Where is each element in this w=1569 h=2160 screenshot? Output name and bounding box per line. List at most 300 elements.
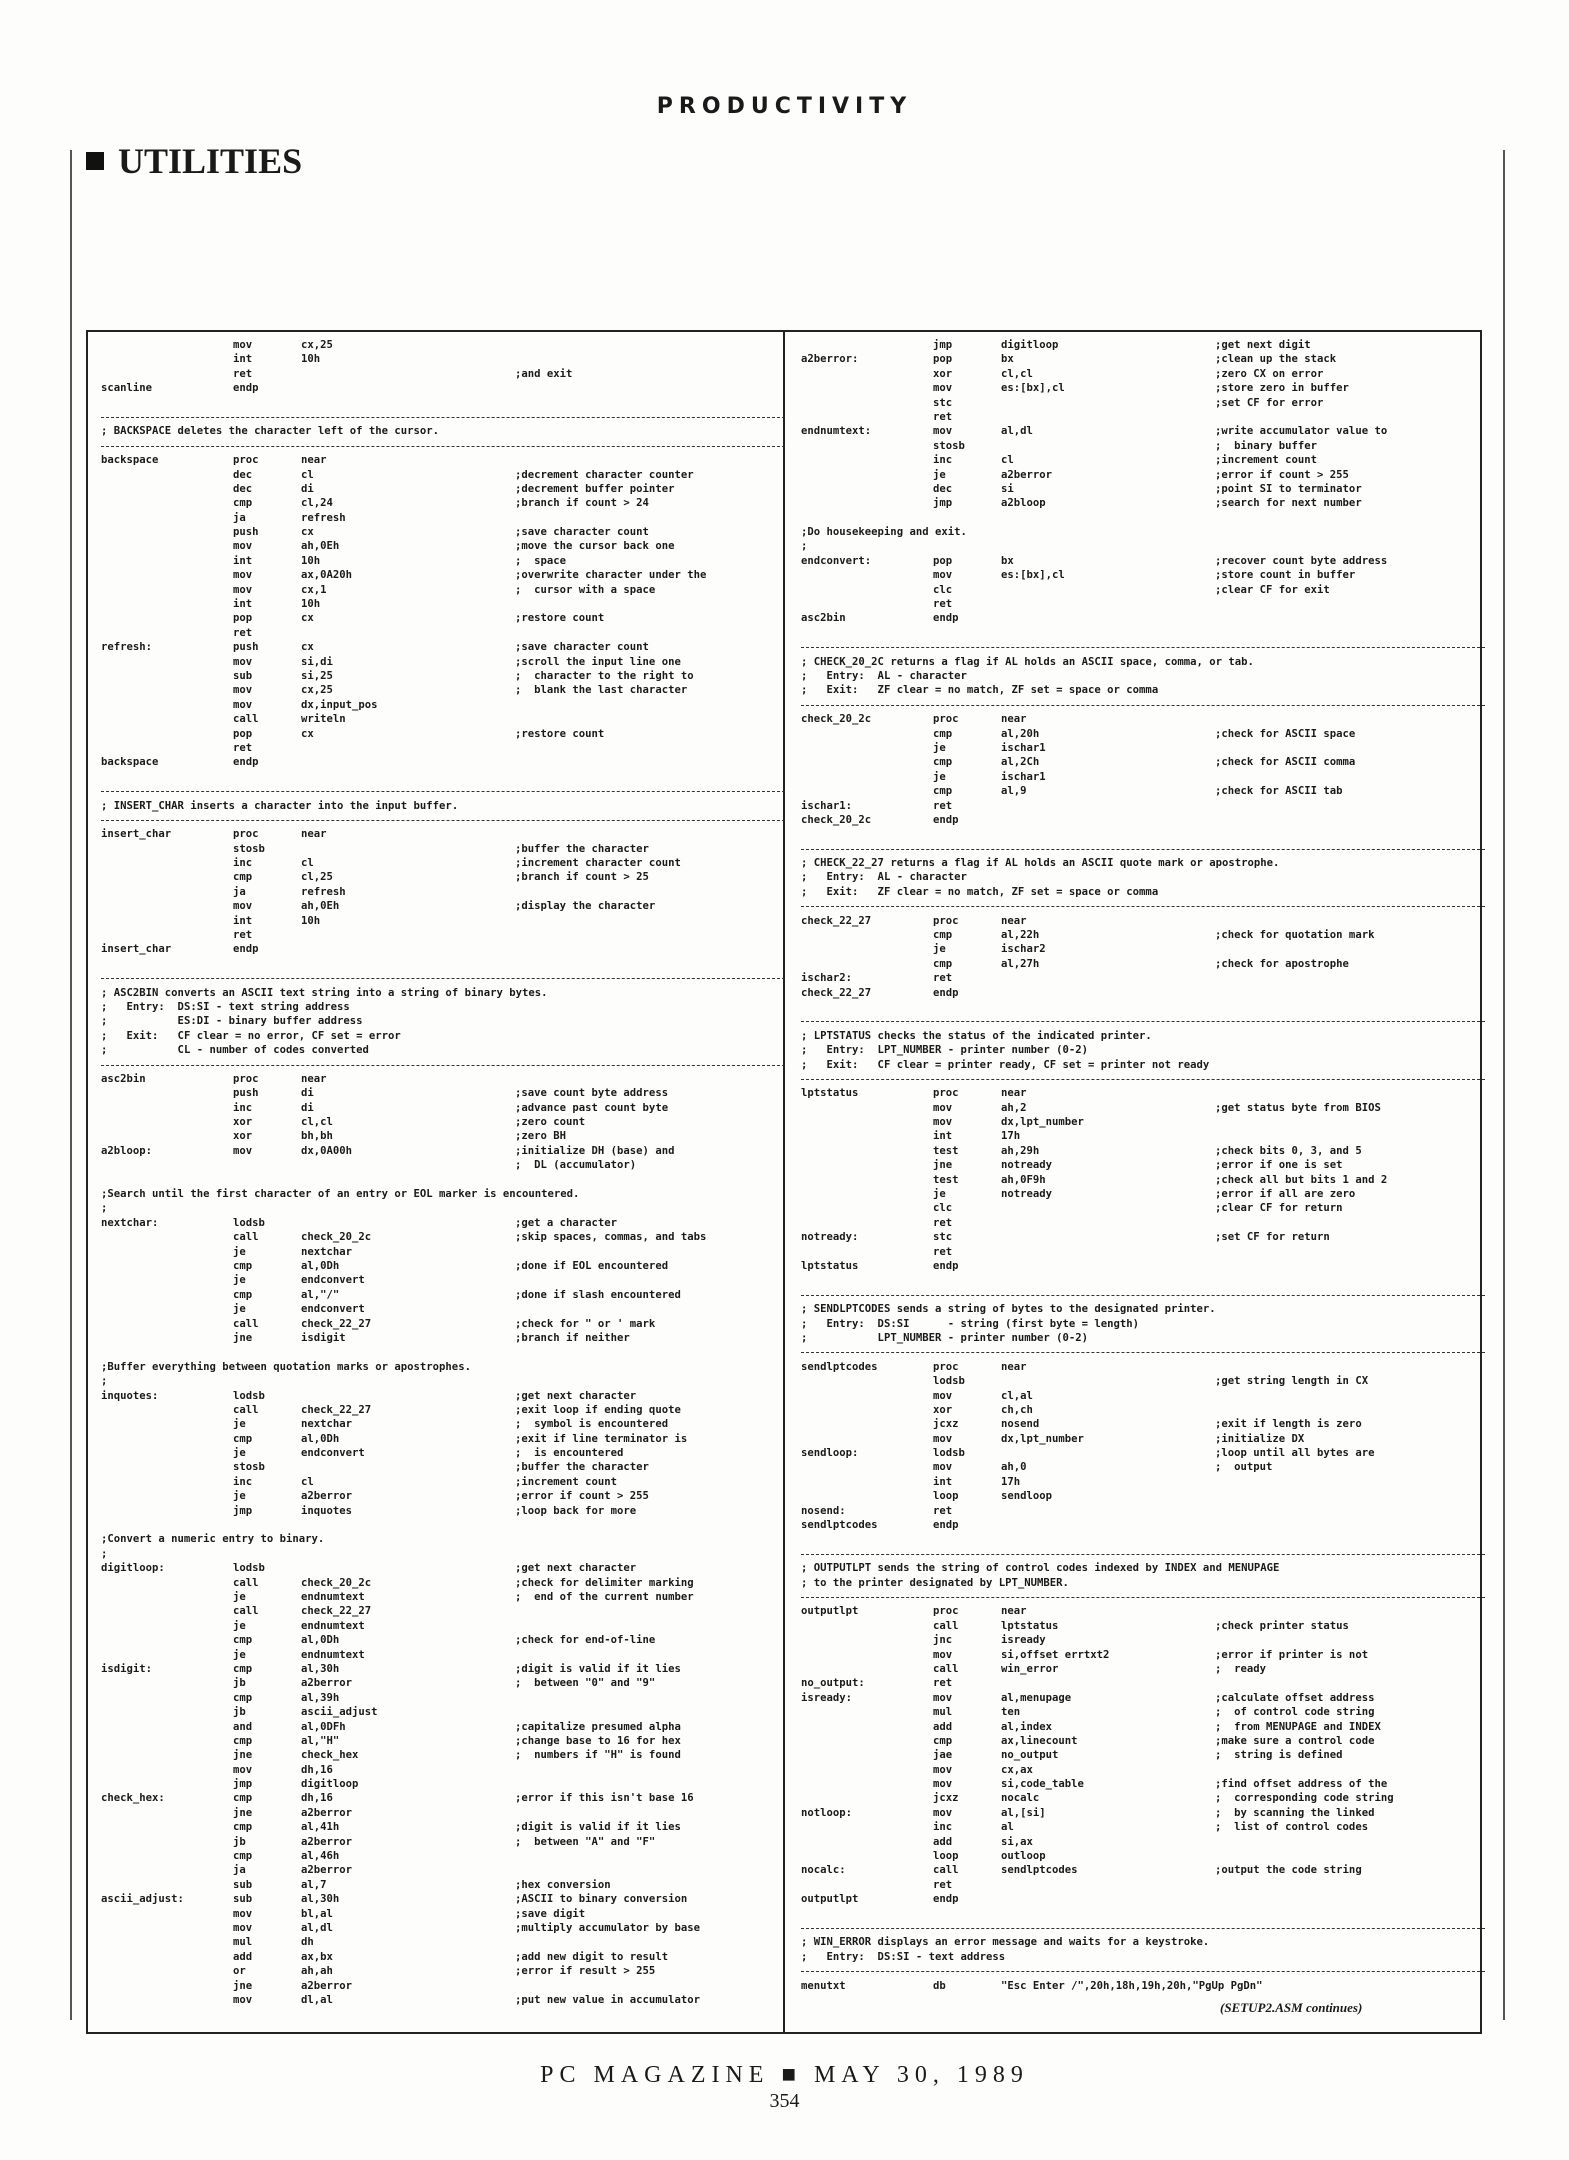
code-comment: ;increment character count xyxy=(515,857,681,870)
code-opcode: je xyxy=(233,1447,246,1460)
code-comment xyxy=(515,770,785,784)
code-operand: al,"/" xyxy=(301,1288,340,1301)
code-operand: di xyxy=(301,1087,314,1100)
code-opcode: inc xyxy=(233,1101,253,1114)
code-operand: al,2Ch xyxy=(1001,756,1040,769)
code-operand: dx,0A00h xyxy=(301,1144,353,1157)
code-line xyxy=(801,914,1485,928)
code-comment: ;digit is valid if it lies xyxy=(515,1662,681,1675)
code-opcode: proc xyxy=(933,1605,959,1618)
code-operand: al,9 xyxy=(1001,785,1027,798)
code-opcode: call xyxy=(233,1605,259,1618)
code-label: nosend: xyxy=(801,1504,846,1517)
code-line xyxy=(801,1475,1485,1489)
code-line xyxy=(101,611,785,625)
code-line xyxy=(801,1374,1485,1388)
code-line xyxy=(101,1705,785,1719)
code-operand xyxy=(301,1158,515,1172)
code-comment xyxy=(515,1518,785,1532)
code-opcode: ret xyxy=(933,598,953,611)
code-line xyxy=(801,338,1485,352)
code-label xyxy=(101,468,233,482)
code-line xyxy=(101,396,785,410)
code-line xyxy=(101,683,785,697)
code-label: ; xyxy=(101,1547,108,1560)
comment-prefix: ;Buffer xyxy=(101,1360,146,1373)
code-operand: cl xyxy=(1001,454,1014,467)
code-opcode: endp xyxy=(233,943,259,956)
code-line xyxy=(801,381,1485,395)
code-comment: ;clean up the stack xyxy=(1215,353,1337,366)
code-label xyxy=(801,1475,933,1489)
code-comment xyxy=(515,597,785,611)
code-comment: ;change base to 16 for hex xyxy=(515,1734,681,1747)
code-line xyxy=(101,511,785,525)
code-label xyxy=(801,396,933,410)
code-label xyxy=(101,1763,233,1777)
code-label: isready: xyxy=(801,1691,853,1704)
code-comment: ;restore count xyxy=(515,612,605,625)
comment-text: BACKSPACE deletes the character left of the cursor. xyxy=(113,425,440,438)
code-comment: ;check for quotation mark xyxy=(1215,929,1375,942)
code-line xyxy=(101,1518,785,1532)
code-opcode: call xyxy=(233,1231,259,1244)
code-operand xyxy=(1001,1273,1215,1287)
code-opcode: ret xyxy=(933,799,953,812)
code-line xyxy=(101,755,785,769)
code-line xyxy=(101,367,785,381)
code-operand: a2berror xyxy=(301,1835,353,1848)
code-operand xyxy=(301,1216,515,1230)
code-opcode: int xyxy=(233,554,253,567)
code-label xyxy=(801,1216,933,1230)
code-opcode: mov xyxy=(933,1778,953,1791)
code-line xyxy=(801,1417,1485,1431)
code-opcode: proc xyxy=(933,1087,959,1100)
comment-prefix: ; xyxy=(101,425,108,438)
code-label xyxy=(101,583,233,597)
dashed-rule xyxy=(101,978,785,979)
code-line xyxy=(101,1504,785,1518)
code-opcode: mov xyxy=(933,1101,953,1114)
code-line xyxy=(801,1043,1485,1057)
code-line xyxy=(101,1791,785,1805)
code-label xyxy=(801,338,933,352)
code-line xyxy=(101,597,785,611)
code-opcode: lodsb xyxy=(933,1375,965,1388)
code-label xyxy=(101,1835,233,1849)
code-label xyxy=(801,827,933,841)
code-opcode: jmp xyxy=(233,1504,253,1517)
code-opcode xyxy=(233,1158,301,1172)
code-line xyxy=(101,1331,785,1345)
code-label: nextchar: xyxy=(101,1216,159,1229)
code-opcode: lodsb xyxy=(933,1447,965,1460)
code-operand: 10h xyxy=(301,598,321,611)
code-opcode: je xyxy=(233,1590,246,1603)
code-comment xyxy=(515,1619,785,1633)
separator-line xyxy=(801,1072,1485,1086)
code-operand: cl,cl xyxy=(301,1116,333,1129)
code-label xyxy=(101,655,233,669)
code-label xyxy=(801,957,933,971)
comment-text: everything between quotation marks or apostrophes. xyxy=(152,1360,471,1373)
code-comment: ;check printer status xyxy=(1215,1619,1349,1632)
code-line xyxy=(101,1288,785,1302)
code-label: no_output: xyxy=(801,1677,865,1690)
code-opcode: add xyxy=(933,1720,953,1733)
page-rule-left xyxy=(70,150,72,2020)
code-opcode xyxy=(233,1201,301,1215)
code-operand xyxy=(301,1460,515,1474)
code-line xyxy=(101,1403,785,1417)
code-line xyxy=(101,1561,785,1575)
code-opcode: endp xyxy=(933,1260,959,1272)
code-comment xyxy=(1215,1086,1485,1100)
code-operand xyxy=(1001,626,1215,640)
code-line xyxy=(801,827,1485,841)
comment-prefix: ; xyxy=(801,857,808,870)
code-opcode: add xyxy=(233,1950,253,1963)
code-comment xyxy=(1263,1979,1486,1993)
code-operand: endnumtext xyxy=(301,1590,365,1603)
code-line xyxy=(101,1000,785,1014)
comment-prefix: ; xyxy=(801,1303,808,1316)
code-label xyxy=(101,1878,233,1892)
code-line xyxy=(801,410,1485,424)
code-comment: ; between "A" and "F" xyxy=(515,1835,656,1848)
code-opcode: mov xyxy=(933,425,953,438)
code-label xyxy=(801,1403,933,1417)
code-comment xyxy=(1215,813,1485,827)
code-comment: ; ready xyxy=(1215,1662,1267,1675)
code-line xyxy=(801,626,1485,640)
comment-prefix: ; xyxy=(801,1950,808,1963)
code-label xyxy=(101,367,233,381)
code-opcode: ret xyxy=(933,410,953,423)
code-label: ascii_adjust: xyxy=(101,1893,184,1906)
code-comment xyxy=(1215,1489,1485,1503)
code-operand: al,menupage xyxy=(1001,1691,1072,1704)
code-comment: ;display the character xyxy=(515,900,656,913)
code-operand xyxy=(1001,1374,1215,1388)
comment-text: INSERT_CHAR inserts a character into the input buffer. xyxy=(113,799,459,812)
code-line xyxy=(101,698,785,712)
continues-note: (SETUP2.ASM continues) xyxy=(1220,2000,1363,2015)
code-line xyxy=(101,1446,785,1460)
code-comment xyxy=(1215,1245,1485,1259)
code-comment: ;loop until all bytes are xyxy=(1215,1447,1375,1460)
code-line xyxy=(801,755,1485,769)
code-comment: ;write accumulator value to xyxy=(1215,425,1388,438)
code-opcode: pop xyxy=(933,554,953,567)
code-comment: ;and exit xyxy=(515,367,573,380)
code-comment: ;set CF for error xyxy=(1215,396,1324,409)
code-comment: ;error if count > 255 xyxy=(1215,468,1349,481)
comment-text: Exit: ZF clear = no match, ZF set = space or comma xyxy=(813,885,1159,898)
code-line xyxy=(101,727,785,741)
code-line xyxy=(801,1302,1485,1316)
comment-prefix: ; xyxy=(101,1000,108,1013)
code-comment xyxy=(515,1935,785,1949)
code-label xyxy=(101,511,233,525)
code-operand xyxy=(1001,539,1215,553)
code-opcode: mov xyxy=(233,1921,253,1934)
code-operand xyxy=(301,770,515,784)
code-line xyxy=(801,1849,1485,1863)
code-line xyxy=(801,482,1485,496)
code-operand: near xyxy=(301,1072,327,1085)
code-comment xyxy=(1215,1633,1485,1647)
comment-text: ES:DI - binary buffer address xyxy=(113,1015,363,1028)
comment-text: Exit: CF clear = no error, CF set = error xyxy=(113,1029,401,1042)
code-label: endconvert: xyxy=(801,554,872,567)
code-label xyxy=(801,381,933,395)
code-label: a2bloop: xyxy=(101,1144,153,1157)
code-comment: ;save character count xyxy=(515,641,649,654)
code-operand: al,27h xyxy=(1001,957,1040,970)
code-comment xyxy=(1215,741,1485,755)
code-label: ischar2: xyxy=(801,972,853,985)
code-line xyxy=(801,727,1485,741)
code-label xyxy=(101,1720,233,1734)
code-label xyxy=(101,1115,233,1129)
code-opcode xyxy=(233,770,301,784)
code-line xyxy=(101,626,785,640)
code-opcode: mov xyxy=(233,540,253,553)
code-comment: ; string is defined xyxy=(1215,1749,1343,1762)
code-opcode: endp xyxy=(933,612,959,625)
code-opcode: mov xyxy=(233,1763,253,1776)
code-label xyxy=(101,1576,233,1590)
code-line xyxy=(801,712,1485,726)
code-operand: cl xyxy=(301,468,314,481)
code-opcode: call xyxy=(933,1864,959,1877)
code-comment xyxy=(1215,511,1485,525)
code-line xyxy=(801,1446,1485,1460)
code-operand xyxy=(1001,813,1215,827)
code-label xyxy=(801,755,933,769)
code-opcode: jnc xyxy=(933,1634,953,1647)
code-comment: ;error if printer is not xyxy=(1215,1648,1369,1661)
dashed-rule xyxy=(801,1295,1485,1296)
code-line xyxy=(101,496,785,510)
code-opcode xyxy=(233,957,301,971)
code-comment xyxy=(515,1173,785,1187)
code-line xyxy=(101,1360,785,1374)
code-opcode: stc xyxy=(933,1231,953,1244)
code-column-right xyxy=(801,338,1485,2028)
code-label: a2berror: xyxy=(801,353,859,366)
code-operand xyxy=(301,1201,515,1215)
code-line xyxy=(801,1518,1485,1532)
page-number: 354 xyxy=(769,2090,800,2112)
code-label xyxy=(101,539,233,553)
code-opcode: ret xyxy=(233,626,253,639)
comment-prefix: ; xyxy=(801,655,808,668)
code-operand xyxy=(1001,1892,1215,1906)
code-comment xyxy=(1215,914,1485,928)
code-line xyxy=(801,1604,1485,1618)
code-operand: ch,ch xyxy=(1001,1403,1033,1416)
code-label xyxy=(101,1863,233,1877)
code-operand: check_22_27 xyxy=(301,1605,372,1618)
section-title: PRODUCTIVITY xyxy=(656,94,913,119)
code-operand xyxy=(301,396,515,410)
comment-text: LPT_NUMBER - printer number (0-2) xyxy=(813,1331,1089,1344)
code-line xyxy=(801,957,1485,971)
code-line xyxy=(801,1360,1485,1374)
code-comment xyxy=(1215,1504,1485,1518)
code-operand xyxy=(1001,1230,1215,1244)
code-operand: ah,0F9h xyxy=(1001,1173,1046,1186)
comment-prefix: ; xyxy=(801,1936,808,1949)
code-operand: near xyxy=(1001,1605,1027,1618)
code-comment: ;put new value in accumulator xyxy=(515,1993,700,2006)
code-label: insert_char xyxy=(101,828,172,841)
code-operand: lptstatus xyxy=(1001,1619,1059,1632)
code-opcode: sub xyxy=(233,1878,253,1891)
code-line xyxy=(101,1072,785,1086)
code-opcode: cmp xyxy=(933,727,953,740)
code-operand xyxy=(301,1345,515,1359)
code-opcode: je xyxy=(933,943,946,956)
code-label xyxy=(101,1964,233,1978)
code-comment: ;check for delimiter marking xyxy=(515,1576,694,1589)
dashed-rule xyxy=(801,1021,1485,1022)
code-operand: cx,25 xyxy=(301,684,333,697)
code-opcode: sub xyxy=(233,669,253,682)
code-operand xyxy=(1001,1532,1215,1546)
code-line xyxy=(101,1950,785,1964)
code-comment xyxy=(515,453,785,467)
code-line xyxy=(101,1863,785,1877)
code-operand: al xyxy=(1001,1821,1014,1834)
code-label xyxy=(801,1820,933,1834)
code-opcode: clc xyxy=(933,1202,953,1215)
code-operand: cx xyxy=(301,727,314,740)
code-opcode: stosb xyxy=(933,439,965,452)
dashed-rule xyxy=(801,1597,1485,1598)
code-label xyxy=(101,1489,233,1503)
code-operand xyxy=(1001,1216,1215,1230)
code-operand: "Esc Enter /",20h,18h,19h,20h,"PgUp PgDn" xyxy=(1001,1979,1263,1992)
code-comment: ;clear CF for exit xyxy=(1215,583,1330,596)
code-opcode: call xyxy=(933,1619,959,1632)
code-operand: check_22_27 xyxy=(301,1317,372,1330)
code-comment xyxy=(515,1245,785,1259)
code-label xyxy=(101,1604,233,1618)
code-label xyxy=(101,482,233,496)
code-line xyxy=(101,1158,785,1172)
code-label xyxy=(801,1173,933,1187)
comment-prefix: ; xyxy=(101,1029,108,1042)
code-operand: al,30h xyxy=(301,1662,340,1675)
code-opcode: lodsb xyxy=(233,1389,265,1402)
code-label xyxy=(101,1950,233,1964)
code-line xyxy=(101,1432,785,1446)
code-opcode: cmp xyxy=(233,871,253,884)
code-line xyxy=(801,1317,1485,1331)
code-line xyxy=(101,712,785,726)
code-opcode: cmp xyxy=(933,929,953,942)
dashed-rule xyxy=(801,1079,1485,1080)
code-opcode: mul xyxy=(933,1706,953,1719)
code-operand xyxy=(301,1374,515,1388)
code-operand: al,dl xyxy=(1001,425,1033,438)
code-label xyxy=(801,942,933,956)
code-operand: ten xyxy=(1001,1706,1021,1719)
code-line xyxy=(801,1777,1485,1791)
code-comment: ;buffer the character xyxy=(515,842,649,855)
code-label xyxy=(101,352,233,366)
code-opcode xyxy=(233,1518,301,1532)
code-opcode: jcxz xyxy=(933,1418,959,1431)
code-opcode: endp xyxy=(933,986,959,999)
code-comment: ;add new digit to result xyxy=(515,1950,669,1963)
code-line xyxy=(101,1935,785,1949)
code-comment xyxy=(1215,1532,1485,1546)
code-label xyxy=(801,1734,933,1748)
code-label xyxy=(101,1273,233,1287)
code-comment xyxy=(1215,1907,1485,1921)
code-comment xyxy=(515,1604,785,1618)
code-label xyxy=(801,1907,933,1921)
code-comment: ; by scanning the linked xyxy=(1215,1806,1375,1819)
code-operand xyxy=(301,1389,515,1403)
code-operand: 10h xyxy=(301,353,321,366)
code-opcode: cmp xyxy=(233,1634,253,1647)
code-opcode: pop xyxy=(233,727,253,740)
code-label: backspace xyxy=(101,756,159,769)
code-opcode: proc xyxy=(933,713,959,726)
code-label xyxy=(101,611,233,625)
code-opcode: proc xyxy=(233,1072,259,1085)
code-operand: digitloop xyxy=(1001,339,1059,351)
code-line xyxy=(101,1101,785,1115)
code-label: check_hex: xyxy=(101,1792,165,1805)
code-opcode: je xyxy=(933,468,946,481)
code-operand: outloop xyxy=(1001,1850,1046,1863)
code-operand: ah,0 xyxy=(1001,1461,1027,1474)
code-comment: ;overwrite character under the xyxy=(515,569,707,582)
code-operand: near xyxy=(1001,713,1027,726)
code-label xyxy=(101,856,233,870)
comment-prefix: ; xyxy=(801,684,808,697)
code-comment: ;branch if count > 24 xyxy=(515,497,649,510)
comment-text: LPTSTATUS checks the status of the indicated printer. xyxy=(813,1029,1152,1042)
code-comment xyxy=(515,338,785,352)
code-operand: nextchar xyxy=(301,1245,353,1258)
code-operand: a2berror xyxy=(1001,468,1053,481)
code-opcode: jcxz xyxy=(933,1792,959,1805)
code-operand: a2berror xyxy=(301,1864,353,1877)
code-label xyxy=(101,741,233,755)
code-line xyxy=(801,554,1485,568)
code-line xyxy=(801,1691,1485,1705)
code-operand xyxy=(1001,1518,1215,1532)
code-comment: ; of control code string xyxy=(1215,1706,1375,1719)
code-opcode: loop xyxy=(933,1850,959,1863)
code-line xyxy=(101,1173,785,1187)
code-comment: ; cursor with a space xyxy=(515,583,656,596)
code-label: nocalc: xyxy=(801,1864,846,1877)
code-comment: ;exit if line terminator is xyxy=(515,1432,688,1445)
code-operand: dl,al xyxy=(301,1993,333,2006)
code-comment: ;done if slash encountered xyxy=(515,1288,681,1301)
code-line xyxy=(101,1086,785,1100)
comment-prefix: ; xyxy=(801,871,808,884)
